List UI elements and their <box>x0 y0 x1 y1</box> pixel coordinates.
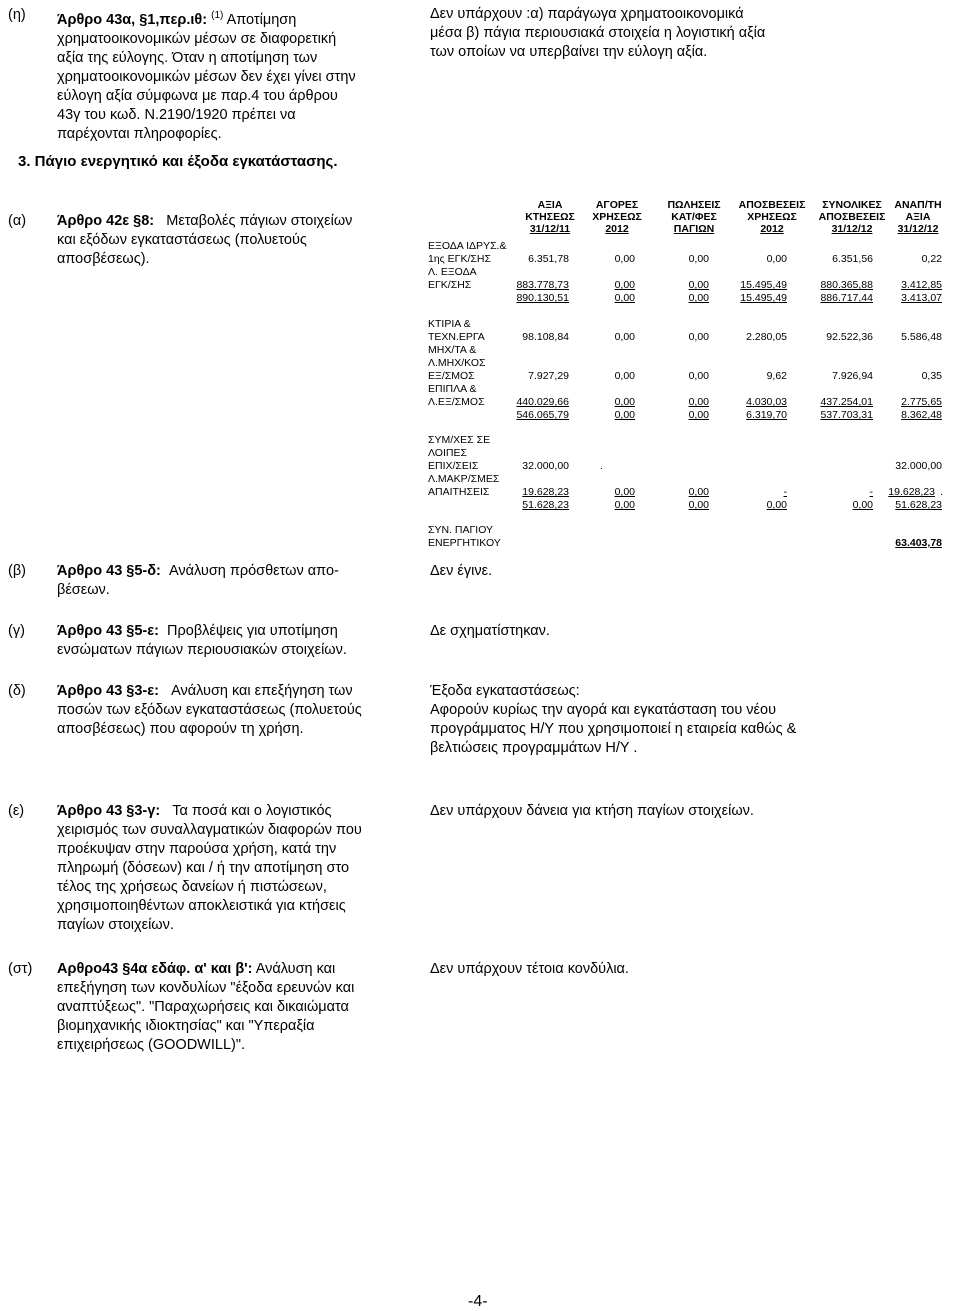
table-cell: 15.495,49 <box>740 279 787 291</box>
table-cell: 883.778,73 <box>516 279 569 291</box>
item-eta-answer <box>430 5 950 62</box>
header-line: ΠΩΛΗΣΕΙΣ <box>667 199 721 211</box>
table-cell: 0,35 <box>921 370 942 382</box>
item-beta-answer: Δεν έγινε. <box>430 563 493 579</box>
header-line: ΚΤΗΣΕΩΣ <box>525 211 575 223</box>
header-line: 31/12/11 <box>529 223 571 235</box>
article-ref: Άρθρο 43α, §1,περ.ιθ: <box>57 11 208 28</box>
item-epsilon-answer: Δεν υπάρχουν δάνεια για κτήση παγίων στοιχείων. <box>430 803 754 819</box>
text-line: Ανάλυση και επεξήγηση των <box>171 683 353 699</box>
article-ref: Άρθρο 43 §5-ε: <box>57 623 159 639</box>
text-line: τέλος της χρήσεως δανείων ή πιστώσεων, <box>57 879 327 895</box>
table-cell: - <box>783 486 787 498</box>
header-line: ΣΥΝΟΛΙΚΕΣ <box>822 199 882 211</box>
table-cell: 3.413,07 <box>901 292 942 304</box>
text-line: πληρωμή (δόσεων) και / ή την αποτίμηση στο <box>57 860 350 876</box>
text-line: εύλογη αξία σύμφωνα με παρ.4 του άρθρου <box>57 87 338 104</box>
text-line: αναπτύξεως". "Παραχωρήσεις και δικαιώματα <box>57 999 349 1015</box>
table-cell: 0,22 <box>921 253 942 265</box>
text-line: επιχειρήσεως (GOODWILL)". <box>57 1037 246 1053</box>
text-line: Αποτίμηση <box>226 11 297 28</box>
text-line: επεξήγηση των κονδυλίων "έξοδα ερευνών και <box>57 980 355 996</box>
answer-line: Δεν υπάρχουν :α) παράγωγα χρηματοοικονομικά <box>430 6 744 22</box>
row-label: Λ. ΕΞΟΔΑ <box>428 266 477 278</box>
header-line: 31/12/12 <box>831 223 873 235</box>
header-line: ΠΑΓΙΩΝ <box>673 223 715 235</box>
article-ref: Άρθρο 42ε §8: <box>57 213 155 229</box>
text-line: και εξόδων εγκαταστάσεως (πολυετούς <box>57 232 307 248</box>
item-eta-text <box>57 6 417 144</box>
row-label: Λ.ΜΗΧ/ΚΟΣ <box>428 357 486 369</box>
table-cell: 0,00 <box>688 253 709 265</box>
header-line: ΑΓΟΡΕΣ <box>595 199 639 211</box>
item-label-epsilon: (ε) <box>8 803 25 819</box>
text-line: χειρισμός των συναλλαγματικών διαφορών που <box>57 822 362 838</box>
table-cell: 32.000,00 <box>522 460 569 472</box>
answer-line: Αφορούν κυρίως την αγορά και εγκατάσταση του νέου <box>430 702 777 718</box>
table-cell: 0,00 <box>614 253 635 265</box>
item-label-gamma: (γ) <box>8 623 25 639</box>
table-cell: 15.495,49 <box>740 292 787 304</box>
text-line: Προβλέψεις για υποτίμηση <box>167 623 338 639</box>
table-cell: 0,00 <box>614 486 635 498</box>
table-cell: 0,00 <box>688 486 709 498</box>
table-cell: 0,00 <box>614 370 635 382</box>
text-line: βιομηχανικής ιδιοκτησίας" και "Υπεραξία <box>57 1018 315 1034</box>
item-delta-answer <box>430 682 950 758</box>
table-cell: 0,00 <box>766 253 787 265</box>
table-cell: 6.319,70 <box>746 409 787 421</box>
table-cell: 0,00 <box>766 499 787 511</box>
table-cell: 32.000,00 <box>895 460 942 472</box>
table-cell: 437.254,01 <box>820 396 873 408</box>
row-label: ΕΞΟΔΑ ΙΔΡΥΣ.& <box>428 240 507 252</box>
table-cell: 6.351,78 <box>528 253 569 265</box>
text-line: Ανάλυση πρόσθετων απο- <box>168 563 339 579</box>
table-cell: 890.130,51 <box>516 292 569 304</box>
text-line: 43γ του κωδ. Ν.2190/1920 πρέπει να <box>57 106 296 123</box>
text-line: χρηματοοικονομικών μέσων σε διαφορετική <box>57 30 337 47</box>
table-cell: . <box>940 486 943 498</box>
table-cell: 537.703,31 <box>820 409 873 421</box>
table-cell: 4.030,03 <box>746 396 787 408</box>
header-line: ΚΑΤ/ΦΕΣ <box>671 211 717 223</box>
table-cell: 98.108,84 <box>522 331 569 343</box>
table-cell: 51.628,23 <box>895 499 942 511</box>
text-line: παγίων στοιχείων. <box>57 917 174 933</box>
article-ref: Άρθρο 43 §5-δ: <box>57 563 161 579</box>
header-line: ΧΡΗΣΕΩΣ <box>592 211 642 223</box>
answer-line: βελτιώσεις προγραμμάτων Η/Υ . <box>430 740 638 756</box>
table-cell: 0,00 <box>688 396 709 408</box>
article-ref: Αρθρο43 §4α εδάφ. α' και β': <box>57 961 253 977</box>
header-line: 2012 <box>605 223 629 235</box>
table-cell: 7.927,29 <box>528 370 569 382</box>
row-label: Λ.ΕΞ/ΣΜΟΣ <box>428 396 485 408</box>
row-label: ΚΤΙΡΙΑ & <box>428 318 471 330</box>
item-label-eta: (η) <box>8 7 26 23</box>
table-cell: 6.351,56 <box>832 253 873 265</box>
table-cell: 19.628,23 <box>888 486 935 498</box>
text-line: παρέχονται πληροφορίες. <box>57 125 222 142</box>
text-line: Ανάλυση και <box>255 961 336 977</box>
table-cell: 0,00 <box>614 409 635 421</box>
text-line: χρηματοοικονομικών μέσων δεν έχει γίνει στην <box>57 68 356 85</box>
article-ref: Άρθρο 43 §3-γ: <box>57 803 161 819</box>
item-beta-text <box>57 562 407 600</box>
item-st-answer: Δεν υπάρχουν τέτοια κονδύλια. <box>430 961 629 977</box>
page-number: -4- <box>468 1293 488 1310</box>
table-cell: 0,00 <box>614 292 635 304</box>
table-cell: 880.365,88 <box>820 279 873 291</box>
header-line: ΑΠΟΣΒΕΣΕΙΣ <box>818 211 886 223</box>
table-cell: 5.586,48 <box>901 331 942 343</box>
table-cell: 0,00 <box>688 279 709 291</box>
table-cell: 0,00 <box>688 370 709 382</box>
row-label: ΣΥΝ. ΠΑΓΙΟΥ <box>428 524 494 536</box>
answer-line: Έξοδα εγκαταστάσεως: <box>430 683 580 699</box>
article-ref: Άρθρο 43 §3-ε: <box>57 683 159 699</box>
table-cell: 440.029,66 <box>516 396 569 408</box>
table-cell: 2.280,05 <box>746 331 787 343</box>
text-line: χρησιμοποιηθέντων αποκλειστικά για κτήσεις <box>57 898 346 914</box>
table-cell: 7.926,94 <box>832 370 873 382</box>
item-st-text <box>57 960 417 1055</box>
text-line: αποσβέσεως) που αφορούν τη χρήση. <box>57 721 304 737</box>
table-cell: 0,00 <box>614 396 635 408</box>
row-label: Λ.ΜΑΚΡ/ΣΜΕΣ <box>428 473 500 485</box>
col-header-net-value <box>878 199 958 235</box>
header-line: ΑΠΟΣΒΕΣΕΙΣ <box>738 199 806 211</box>
col-header-acquisition <box>515 199 585 235</box>
table-cell: 19.628,23 <box>522 486 569 498</box>
total-value: 63.403,78 <box>895 537 942 549</box>
header-line: 31/12/12 <box>897 223 939 235</box>
item-label-beta: (β) <box>8 563 26 579</box>
col-header-sales <box>654 199 734 235</box>
section-heading: 3. Πάγιο ενεργητικό και έξοδα εγκατάστασης. <box>18 153 338 170</box>
footnote-mark: (1) <box>211 10 224 21</box>
table-cell: . <box>600 460 603 472</box>
header-line: ΑΝΑΠ/ΤΗ <box>894 199 942 211</box>
item-alpha-text <box>57 212 407 269</box>
table-cell: - <box>869 486 873 498</box>
table-cell: 0,00 <box>852 499 873 511</box>
row-label: ΕΠΙΧ/ΣΕΙΣ <box>428 460 479 472</box>
row-label: ΑΠΑΙΤΗΣΕΙΣ <box>428 486 490 498</box>
row-label: ΕΠΙΠΛΑ & <box>428 383 477 395</box>
item-gamma-text <box>57 622 417 660</box>
table-cell: 0,00 <box>614 279 635 291</box>
item-label-delta: (δ) <box>8 683 26 699</box>
answer-line: των οποίων να υπερβαίνει την εύλογη αξία. <box>430 44 708 60</box>
header-line: ΑΞΙΑ <box>905 211 931 223</box>
text-line: Τα ποσά και ο λογιστικός <box>172 803 332 819</box>
table-cell: 8.362,48 <box>901 409 942 421</box>
text-line: ποσών των εξόδων εγκαταστάσεως (πολυετούς <box>57 702 362 718</box>
table-cell: 0,00 <box>688 499 709 511</box>
item-label-st: (στ) <box>8 961 33 977</box>
header-line: ΑΞΙΑ <box>537 199 563 211</box>
answer-line: μέσα β) πάγια περιουσιακά στοιχεία η λογιστική αξία <box>430 25 766 41</box>
header-line: 2012 <box>760 223 784 235</box>
row-label: ΕΓΚ/ΣΗΣ <box>428 279 472 291</box>
row-label: 1ης ΕΓΚ/ΣΗΣ <box>428 253 491 265</box>
table-cell: 0,00 <box>688 331 709 343</box>
table-cell: 0,00 <box>614 331 635 343</box>
row-label: ΜΗΧ/ΤΑ & <box>428 344 477 356</box>
item-delta-text <box>57 682 417 739</box>
table-cell: 0,00 <box>688 292 709 304</box>
text-line: βέσεων. <box>57 582 110 598</box>
table-cell: 546.065,79 <box>516 409 569 421</box>
text-line: αξία της εύλογης. Όταν η αποτίμηση των <box>57 49 318 66</box>
table-cell: 0,00 <box>688 409 709 421</box>
text-line: αποσβέσεως). <box>57 251 150 267</box>
table-cell: 9,62 <box>766 370 787 382</box>
table-cell: 92.522,36 <box>826 331 873 343</box>
table-cell: 2.775,65 <box>901 396 942 408</box>
text-line: ενσώματων πάγιων περιουσιακών στοιχείων. <box>57 642 347 658</box>
answer-line: προγράμματος Η/Υ που χρησιμοποιεί η εταιρεία καθώς & <box>430 721 797 737</box>
header-line: ΧΡΗΣΕΩΣ <box>747 211 797 223</box>
col-header-purchases <box>582 199 652 235</box>
text-line: προέκυψαν στην παρούσα χρήση, κατά την <box>57 841 337 857</box>
table-cell: 51.628,23 <box>522 499 569 511</box>
item-gamma-answer: Δε σχηματίστηκαν. <box>430 623 550 639</box>
table-cell: 3.412,85 <box>901 279 942 291</box>
row-label: ΣΥΜ/ΧΕΣ ΣΕ <box>428 434 491 446</box>
text-line: Μεταβολές πάγιων στοιχείων <box>166 213 353 229</box>
col-header-depreciation <box>727 199 817 235</box>
row-label: ΛΟΙΠΕΣ <box>428 447 467 459</box>
row-label: ΕΝΕΡΓΗΤΙΚΟΥ <box>428 537 501 549</box>
item-epsilon-text <box>57 802 417 935</box>
row-label: ΤΕΧΝ.ΕΡΓΑ <box>428 331 485 343</box>
row-label: ΕΞ/ΣΜΟΣ <box>428 370 475 382</box>
table-cell: 886.717,44 <box>820 292 873 304</box>
table-cell: 0,00 <box>614 499 635 511</box>
item-label-alpha: (α) <box>8 213 27 229</box>
